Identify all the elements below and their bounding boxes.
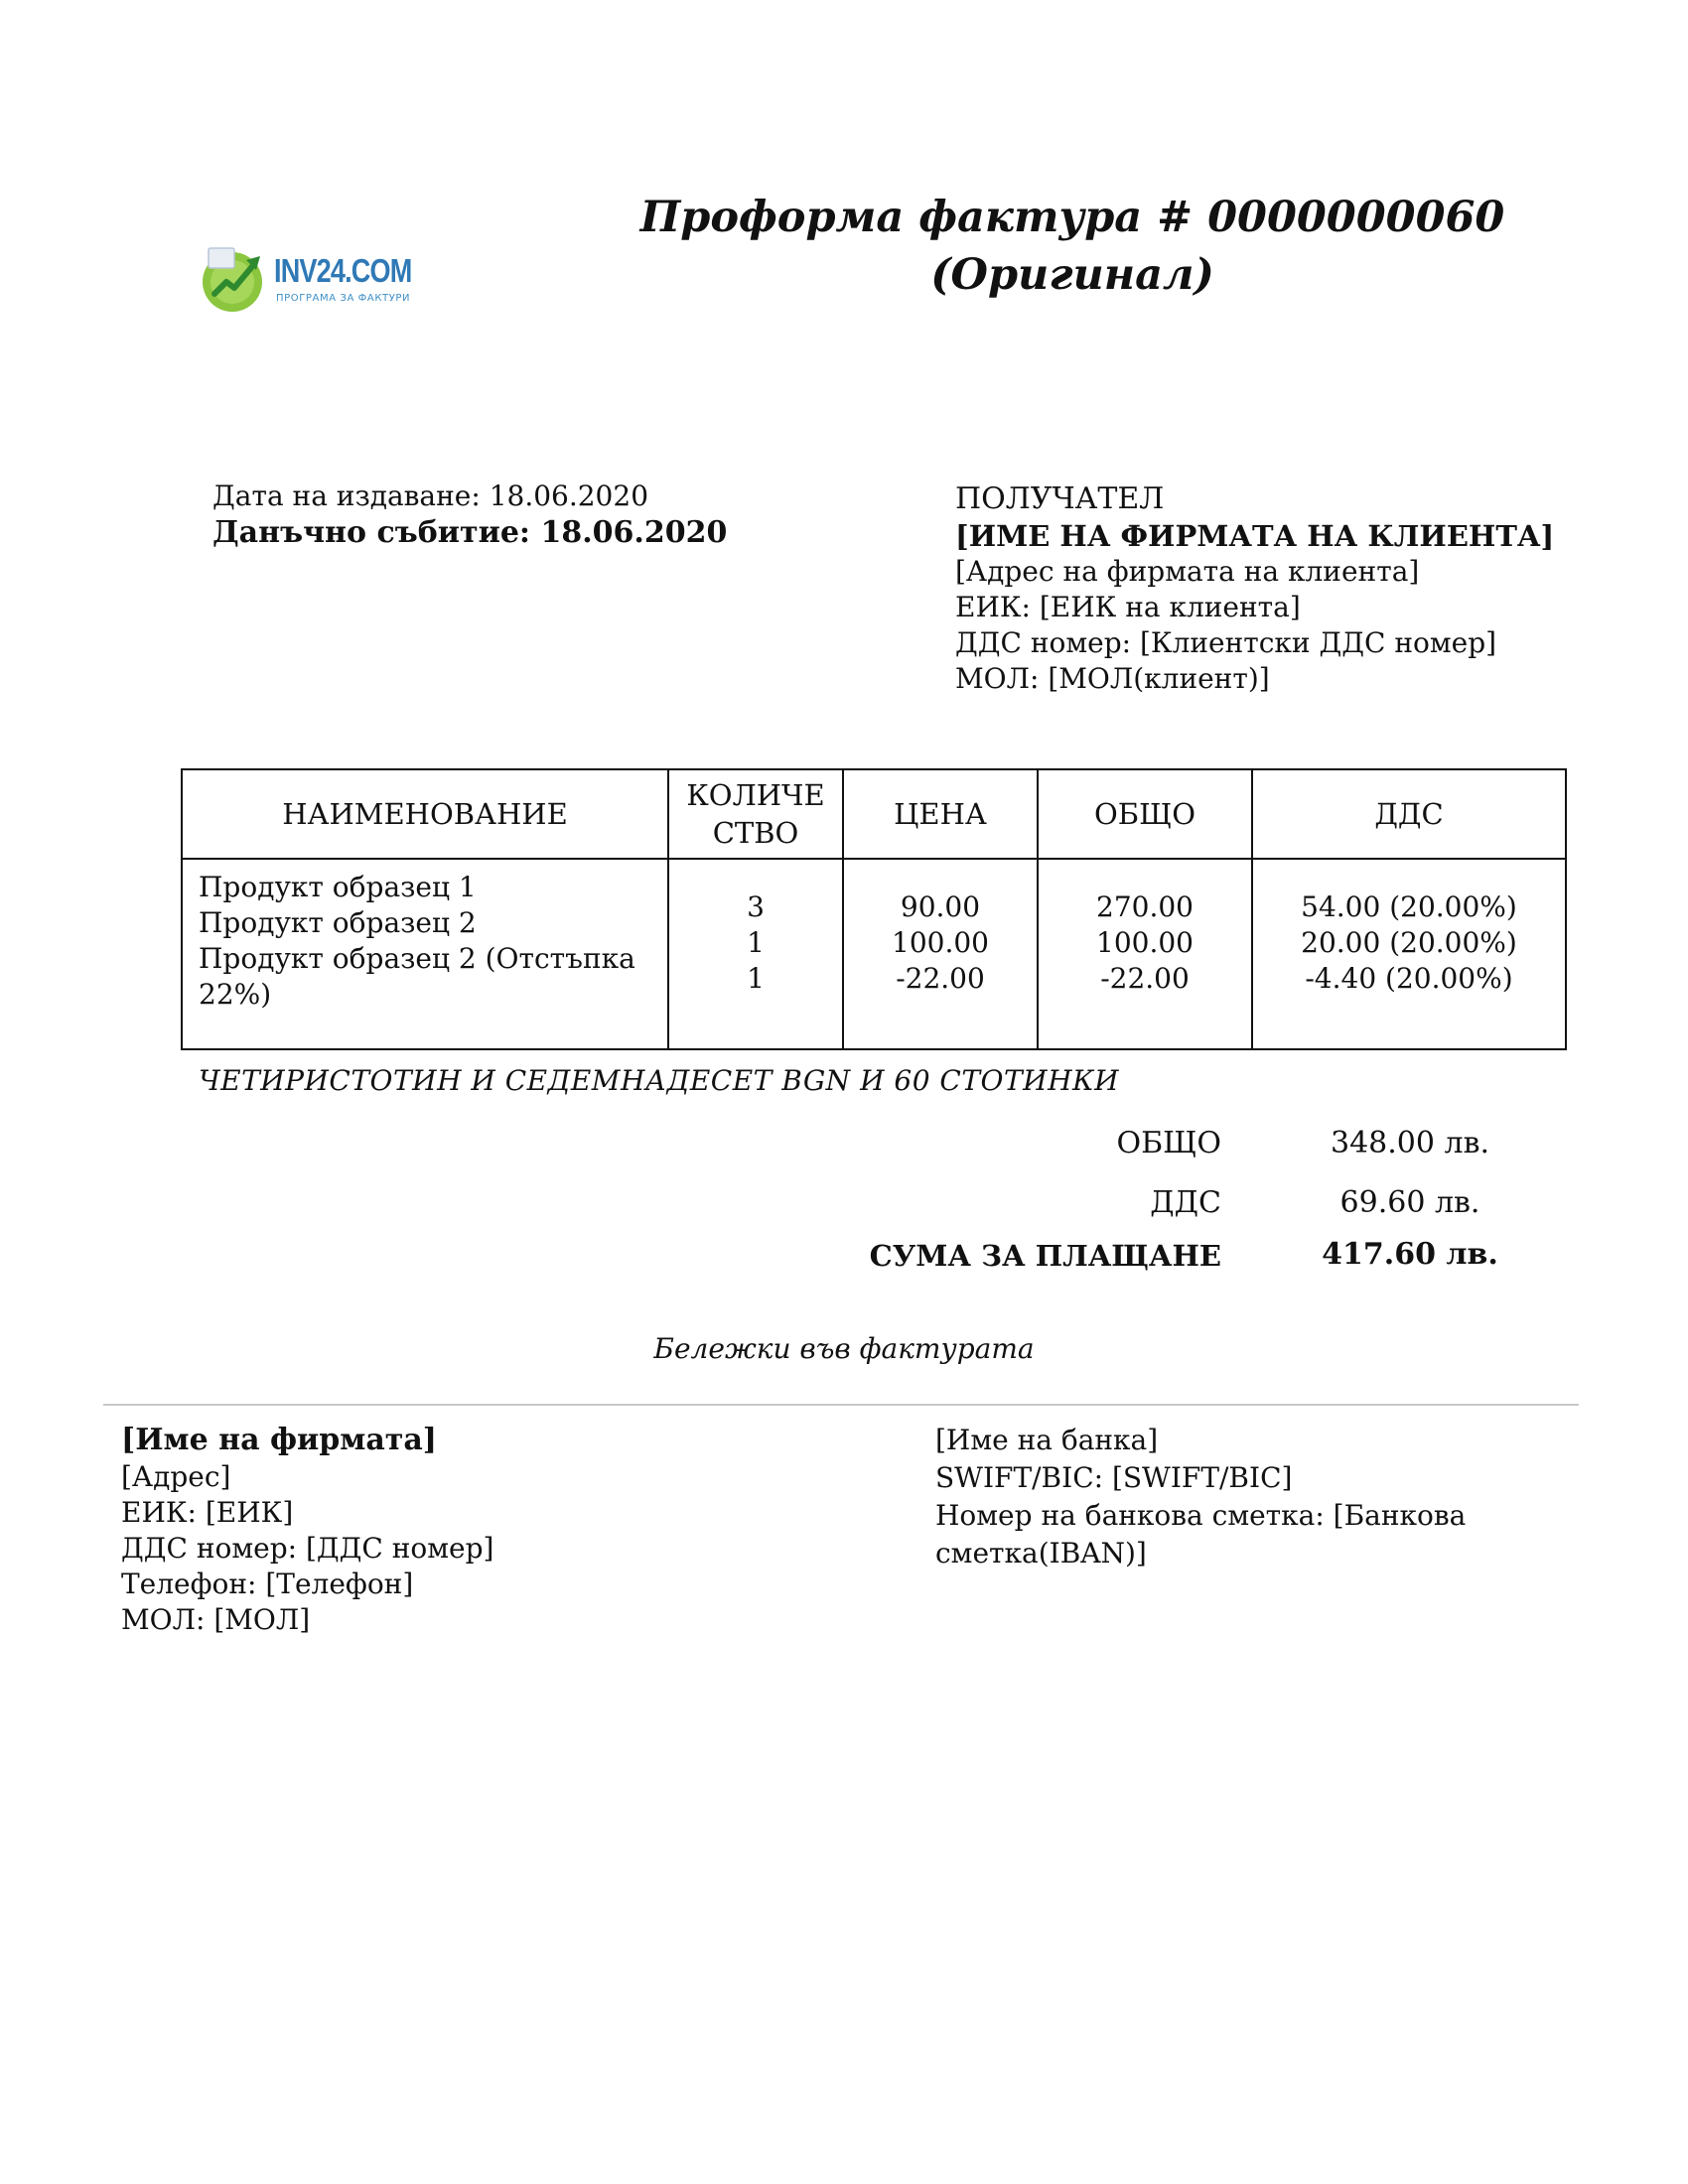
item-total: 100.00 (1096, 926, 1194, 959)
vat-label: ДДС (1150, 1185, 1221, 1220)
recipient-heading: ПОЛУЧАТЕЛ (955, 481, 1165, 516)
item-names-cell (182, 859, 668, 1049)
issuer-company: [Име на фирмата] (121, 1423, 437, 1457)
item-name: Продукт образец 1 (199, 871, 477, 903)
col-header-qty (668, 769, 843, 859)
amount-in-words: ЧЕТИРИСТОТИН И СЕДЕМНАДЕСЕТ BGN И 60 СТОТИНКИ (199, 1064, 1120, 1097)
recipient-company: [ИМЕ НА ФИРМАТА НА КЛИЕНТА] (955, 519, 1555, 553)
table-header-row (182, 769, 1566, 859)
invoice-title: Проформа фактура # 0000000060 (639, 193, 1505, 242)
col-header-price: ЦЕНА (843, 769, 1038, 859)
issuer-phone: Телефон: [Телефон] (121, 1568, 414, 1600)
recipient-eik: ЕИК: [ЕИК на клиента] (955, 591, 1301, 623)
item-name: 22%) (199, 978, 272, 1011)
bank-account: Номер на банкова сметка: [Банкова (935, 1499, 1467, 1532)
item-name: Продукт образец 2 (199, 906, 477, 939)
recipient-block (955, 480, 1554, 697)
item-price-cell (843, 859, 1038, 1049)
issuer-vat: ДДС номер: [ДДС номер] (121, 1532, 494, 1565)
logo-tagline: ПРОГРАМА ЗА ФАКТУРИ (276, 293, 411, 304)
item-total: -22.00 (1100, 962, 1190, 995)
company-logo (199, 244, 447, 316)
item-name: Продукт образец 2 (Отстъпка (199, 942, 635, 975)
col-header-vat: ДДС (1252, 769, 1566, 859)
recipient-vat: ДДС номер: [Клиентски ДДС номер] (955, 626, 1497, 659)
invoice-copy-type: (Оригинал) (930, 250, 1214, 300)
item-vat-cell (1252, 859, 1566, 1049)
col-header-qty-line2: СТВО (712, 816, 799, 850)
tax-event-date: Данъчно събитие: 18.06.2020 (212, 515, 728, 550)
bank-account-cont: сметка(IBAN)] (935, 1537, 1147, 1570)
item-price: 90.00 (900, 890, 981, 923)
item-qty: 3 (747, 890, 765, 923)
subtotal-label: ОБЩО (1116, 1126, 1221, 1160)
issuer-mol: МОЛ: [МОЛ] (121, 1603, 311, 1636)
table-row (182, 859, 1566, 1049)
amount-due-label: СУМА ЗА ПЛАЩАНЕ (869, 1239, 1221, 1273)
subtotal-value: 348.00 лв. (1331, 1126, 1489, 1160)
issuer-eik: ЕИК: [ЕИК] (121, 1496, 294, 1529)
issue-date: Дата на издаване: 18.06.2020 (212, 479, 649, 512)
issuer-address: [Адрес] (121, 1460, 231, 1493)
col-header-total: ОБЩО (1038, 769, 1252, 859)
item-price: 100.00 (892, 926, 989, 959)
amount-due-value: 417.60 лв. (1322, 1237, 1498, 1272)
issuer-block (121, 1422, 493, 1638)
logo-brand: INV24.COM (274, 252, 412, 289)
col-header-name: НАИМЕНОВАНИЕ (182, 769, 668, 859)
item-vat: -4.40 (20.00%) (1305, 962, 1513, 995)
items-table (181, 768, 1567, 1050)
vat-value: 69.60 лв. (1339, 1185, 1480, 1220)
item-total: 270.00 (1096, 890, 1194, 923)
bank-swift: SWIFT/BIC: [SWIFT/BIC] (935, 1461, 1293, 1494)
item-qty: 1 (747, 962, 765, 995)
item-vat: 54.00 (20.00%) (1301, 890, 1517, 923)
item-vat: 20.00 (20.00%) (1301, 926, 1517, 959)
bank-block (935, 1422, 1466, 1572)
bank-name: [Име на банка] (935, 1424, 1159, 1456)
item-price: -22.00 (896, 962, 985, 995)
item-qty: 1 (747, 926, 765, 959)
item-total-cell (1038, 859, 1252, 1049)
item-qty-cell (668, 859, 843, 1049)
col-header-qty-line1: КОЛИЧЕ (686, 778, 825, 812)
footer-divider (103, 1404, 1579, 1406)
recipient-address: [Адрес на фирмата на клиента] (955, 555, 1420, 588)
logo-icon (199, 244, 268, 314)
invoice-notes: Бележки във фактурата (653, 1332, 1035, 1365)
recipient-mol: МОЛ: [МОЛ(клиент)] (955, 662, 1270, 695)
